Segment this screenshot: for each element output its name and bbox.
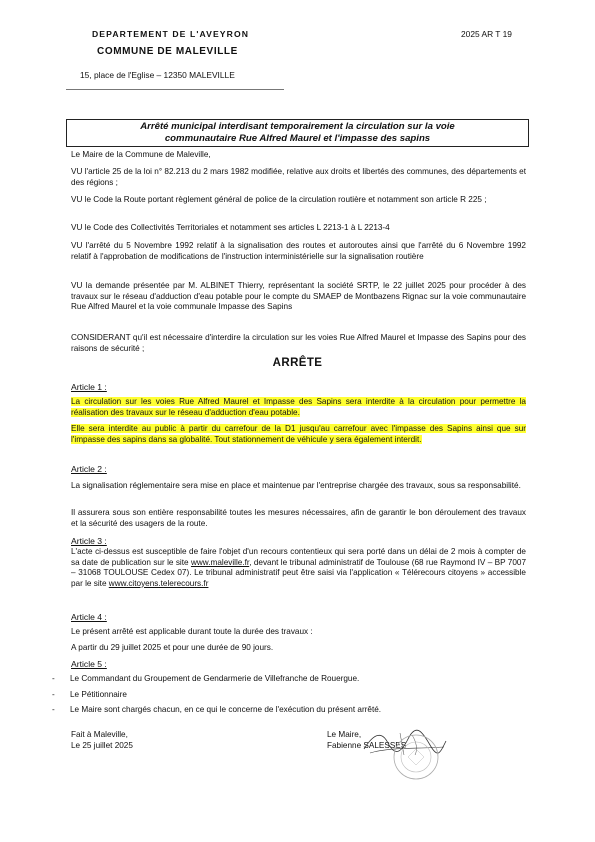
article-3-text-b: , devant le tribunal administratif de Toulouse (68 rue Raymond IV – BP 7007 – 31068 TOULOUSE Cedex 07). Le tribunal administratif peut être saisi via l'application « Télérecours citoyens » accessible par le site bbox=[71, 557, 526, 588]
article-4-title: Article 4 : bbox=[71, 612, 107, 622]
article-4-paragraph-1: Le présent arrêté est applicable durant toute la durée des travaux : bbox=[71, 627, 313, 636]
decision-heading: ARRÊTE bbox=[272, 357, 323, 369]
article-2-paragraph-2: Il assurera sous son entière responsabilité toutes les mesures nécessaires, afin de garantir le bon déroulement des travaux et la sécurité des usagers de la route. bbox=[71, 508, 526, 528]
official-seal bbox=[392, 733, 440, 781]
article-3-text-a: L'acte ci-dessus est susceptible de faire l'objet d'un recours contentieux qui sera porté dans un délai de 2 mois à compter de sa date de publication sur le site bbox=[71, 547, 526, 567]
article-2-title: Article 2 : bbox=[71, 464, 107, 474]
preamble-vu-cgct: VU le Code des Collectivités Territoriales et notamment ses articles L 2213-1 à L 2213-4 bbox=[71, 223, 390, 232]
title-line-1: Arrêté municipal interdisant temporairement la circulation sur la voie bbox=[140, 121, 455, 132]
commune-heading: COMMUNE DE MALEVILLE bbox=[97, 46, 238, 57]
preamble-vu-arrete: VU l'arrêté du 5 Novembre 1992 relatif à la signalisation des routes et autoroutes ainsi que l'arrêté du 6 Novembre 1992 relatif à l'approbation de modifications de l'instruction interministérielle sur la signalisation routière bbox=[71, 241, 526, 261]
list-bullet: - bbox=[52, 674, 55, 683]
list-item: Le Maire sont chargés chacun, en ce qui le concerne de l'exécution du présent arrêté. bbox=[70, 705, 382, 714]
header-divider bbox=[66, 89, 284, 90]
list-bullet: - bbox=[52, 705, 55, 714]
article-1-paragraph-2 bbox=[71, 424, 526, 445]
signature-place: Fait à Maleville, bbox=[71, 730, 128, 739]
signature-date: Le 25 juillet 2025 bbox=[71, 741, 133, 750]
list-bullet: - bbox=[52, 690, 55, 699]
article-1-text-1: La circulation sur les voies Rue Alfred Maurel et Impasse des Sapins sera interdite à la circulation pour permettre la réalisation des travaux sur le réseau d'adduction d'eau potable. bbox=[71, 397, 526, 417]
article-1-paragraph-1 bbox=[71, 397, 526, 418]
list-item: Le Commandant du Groupement de Gendarmerie de Villefranche de Rouergue. bbox=[70, 674, 360, 683]
preamble-vu-loi: VU l'article 25 de la loi n° 82.213 du 2 mars 1982 modifiée, relative aux droits et libertés des communes, des départements et des régions ; bbox=[71, 167, 526, 187]
commune-address: 15, place de l'Eglise – 12350 MALEVILLE bbox=[80, 70, 235, 80]
article-3-title: Article 3 : bbox=[71, 536, 107, 546]
reference-number: 2025 AR T 19 bbox=[461, 29, 512, 39]
article-2-paragraph-1: La signalisation réglementaire sera mise en place et maintenue par l'entreprise chargée des travaux, sous sa responsabilité. bbox=[71, 481, 521, 490]
maleville-website-link[interactable]: www.maleville.fr bbox=[190, 557, 250, 567]
article-1-title: Article 1 : bbox=[71, 382, 107, 392]
list-item: Le Pétitionnaire bbox=[70, 690, 127, 699]
title-line-2: communautaire Rue Alfred Maurel et l'impasse des sapins bbox=[164, 133, 431, 144]
preamble-considerant: CONSIDERANT qu'il est nécessaire d'interdire la circulation sur les voies Rue Alfred Maurel et Impasse des Sapins pour des raisons de sécurité ; bbox=[71, 333, 526, 353]
article-4-paragraph-2: A partir du 29 juillet 2025 et pour une durée de 90 jours. bbox=[71, 643, 274, 652]
article-3-paragraph bbox=[71, 547, 526, 589]
department-heading: DEPARTEMENT DE L'AVEYRON bbox=[92, 29, 250, 39]
article-5-title: Article 5 : bbox=[71, 659, 107, 669]
article-1-text-2: Elle sera interdite au public à partir du carrefour de la D1 jusqu'au carrefour avec l'impasse des Sapins ainsi que sur l'impasse des sapins dans sa globalité. Tout stationnement de véhicule y sera également interdit. bbox=[71, 424, 526, 444]
signature-name: Fabienne SALESSES bbox=[327, 741, 407, 750]
telerecours-website-link[interactable]: www.citoyens.telerecours.fr bbox=[108, 578, 209, 588]
preamble-vu-demande: VU la demande présentée par M. ALBINET Thierry, représentant la société SRTP, le 22 juillet 2025 pour procéder à des travaux sur le réseau d'adduction d'eau potable pour le compte du SMAEP de Montbazens Rignac sur la voie communautaire Rue Alfred Maurel et la voie communale Impasse des Sapins bbox=[71, 281, 526, 312]
preamble-mayor: Le Maire de la Commune de Maleville, bbox=[71, 150, 211, 159]
preamble-vu-code-route: VU le Code la Route portant règlement général de police de la circulation routière et notamment son article R 225 ; bbox=[71, 195, 487, 204]
signature-role: Le Maire, bbox=[327, 730, 362, 739]
